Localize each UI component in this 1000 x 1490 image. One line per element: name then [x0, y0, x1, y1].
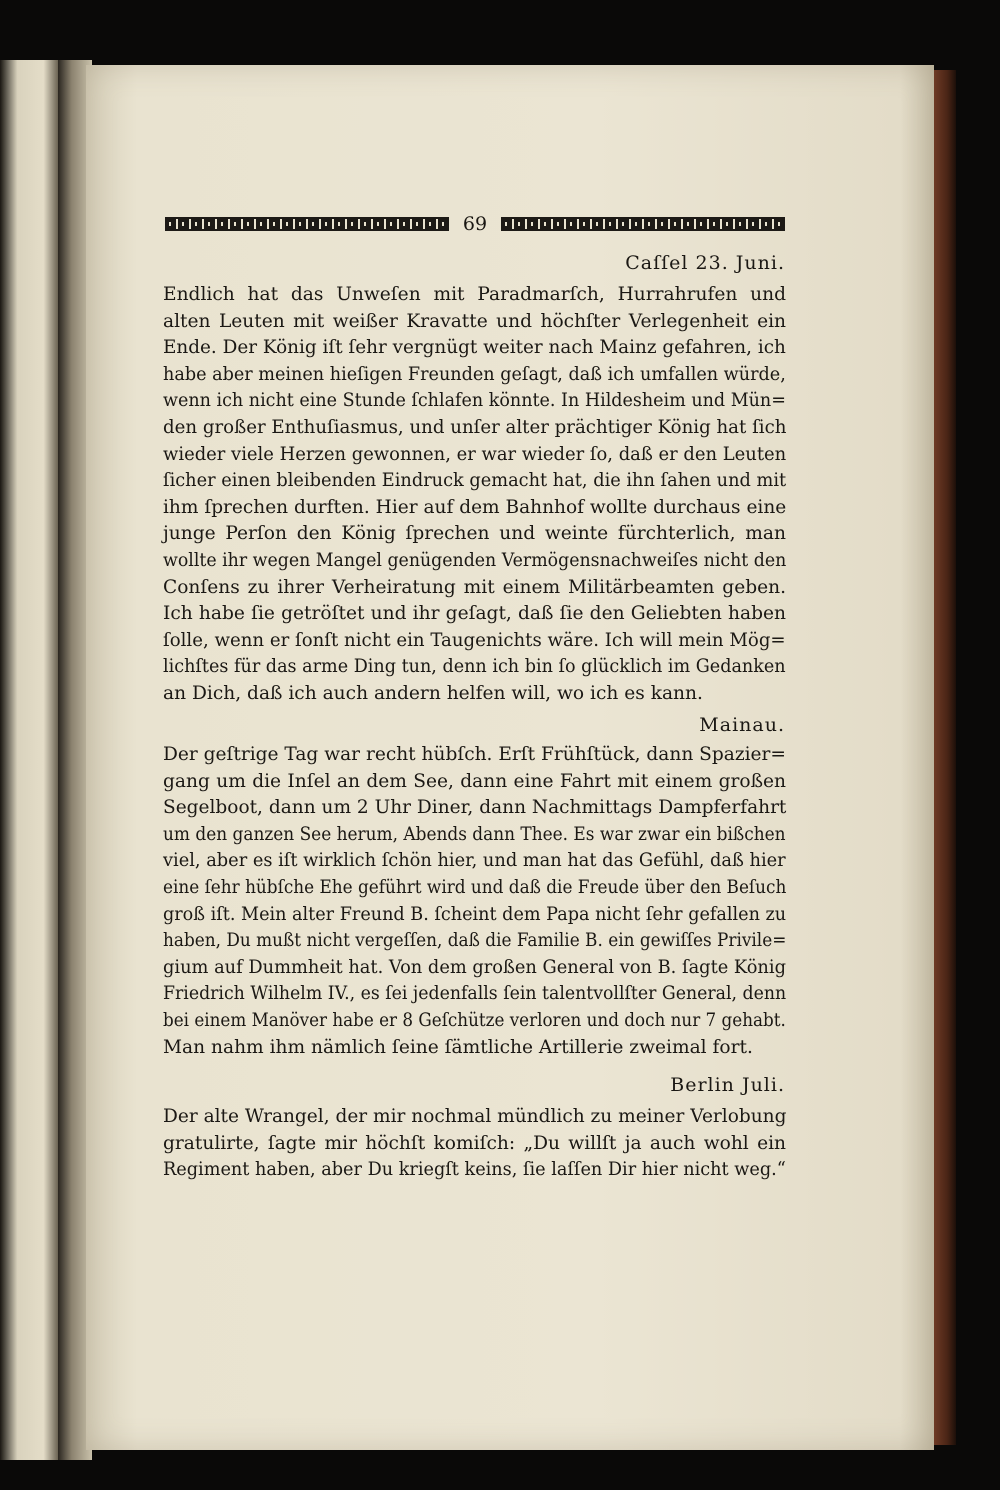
text-line: habe aber meinen hieſigen Freunden geſagt, daß ich umfallen würde, — [163, 363, 786, 385]
text-line: Segelboot, dann um 2 Uhr Diner, dann Nachmittags Dampferfahrt — [163, 797, 787, 819]
text-line: ſicher einen bleibenden Eindruck gemacht hat, die ihn ſahen und mit — [163, 470, 787, 492]
text-line: Conſens zu ihrer Verheiratung mit einem Militärbeamten geben. — [163, 576, 786, 598]
text-line: Man nahm ihm nämlich ſeine ſämtliche Artillerie zweimal fort. — [163, 1036, 753, 1058]
text-line: um den ganzen See herum, Abends dann Thee. Es war zwar ein bißchen — [163, 823, 786, 845]
ornament-left — [165, 217, 449, 231]
ornament-right — [501, 217, 785, 231]
text-line: alten Leuten mit weißer Kravatte und höchſter Verlegenheit ein — [163, 310, 786, 332]
text-line: bei einem Manöver habe er 8 Geſchütze verloren und doch nur 7 gehabt. — [163, 1009, 786, 1031]
page-number: 69 — [462, 213, 488, 235]
book-cover-edge — [934, 70, 956, 1445]
text-line: haben, Du mußt nicht vergeſſen, daß die Familie B. ein gewiſſes Privile= — [163, 930, 787, 952]
entry-heading-mainau: Mainau. — [699, 714, 785, 736]
text-line: Der alte Wrangel, der mir nochmal mündlich zu meiner Verlobung — [163, 1106, 787, 1127]
text-line: den großer Enthuſiasmus, und unſer alter prächtiger König hat ſich — [163, 416, 787, 438]
text-line: eine ſehr hübſche Ehe geführt wird und daß die Freude über den Beſuch — [163, 876, 787, 898]
entry-heading-berlin: Berlin Juli. — [670, 1074, 785, 1096]
text-line: wollte ihr wegen Mangel genügenden Vermögensnachweiſes nicht den — [163, 549, 787, 571]
text-line: wenn ich nicht eine Stunde ſchlafen könnte. In Hildesheim und Mün= — [163, 390, 786, 412]
entry-body-mainau — [163, 742, 786, 1061]
running-header — [165, 212, 785, 236]
entry-body-berlin — [163, 1104, 786, 1184]
text-line: ſolle, wenn er ſonſt nicht ein Taugenichts wäre. Ich will mein Mög= — [163, 629, 786, 651]
text-line: Der geſtrige Tag war recht hübſch. Erſt Frühſtück, dann Spazier= — [163, 744, 786, 765]
text-line: junge Perſon den König ſprechen und weinte fürchterlich, man — [163, 523, 786, 545]
text-line: gang um die Inſel an dem See, dann eine Fahrt mit einem großen — [163, 770, 786, 792]
text-line: Ich habe ſie getröſtet und ihr geſagt, daß ſie den Geliebten haben — [163, 603, 786, 625]
text-line: viel, aber es iſt wirklich ſchön hier, und man hat das Gefühl, daß hier — [163, 850, 786, 872]
text-line: wieder viele Herzen gewonnen, er war wieder ſo, daß er den Leuten — [163, 443, 787, 465]
text-line: ihm ſprechen durften. Hier auf dem Bahnhof wollte durchaus eine — [163, 496, 787, 518]
text-line: Regiment haben, aber Du kriegſt keins, ſie laſſen Dir hier nicht weg.“ — [163, 1159, 786, 1181]
text-line: Friedrich Wilhelm IV., es ſei jedenfalls ſein talentvollſter General, denn — [163, 983, 787, 1005]
text-line: Endlich hat das Unweſen mit Paradmarſch, Hurrahrufen und — [163, 284, 786, 305]
text-line: an Dich, daß ich auch andern helfen will, wo ich es kann. — [163, 682, 703, 704]
text-line: gratulirte, ſagte mir höchſt komiſch: „Du willſt ja auch wohl ein — [163, 1132, 786, 1154]
text-line: groß iſt. Mein alter Freund B. ſcheint dem Papa nicht ſehr gefallen zu — [163, 903, 787, 925]
text-line: lichſtes für das arme Ding tun, denn ich bin ſo glücklich im Gedanken — [163, 656, 786, 678]
entry-heading-cassel: Caſſel 23. Juni. — [625, 252, 785, 274]
text-line: gium auf Dummheit hat. Von dem großen General von B. ſagte König — [163, 956, 786, 978]
entry-body-cassel — [163, 282, 786, 708]
facing-page-edge — [0, 60, 58, 1460]
text-line: Ende. Der König iſt ſehr vergnügt weiter nach Mainz gefahren, ich — [163, 337, 786, 359]
